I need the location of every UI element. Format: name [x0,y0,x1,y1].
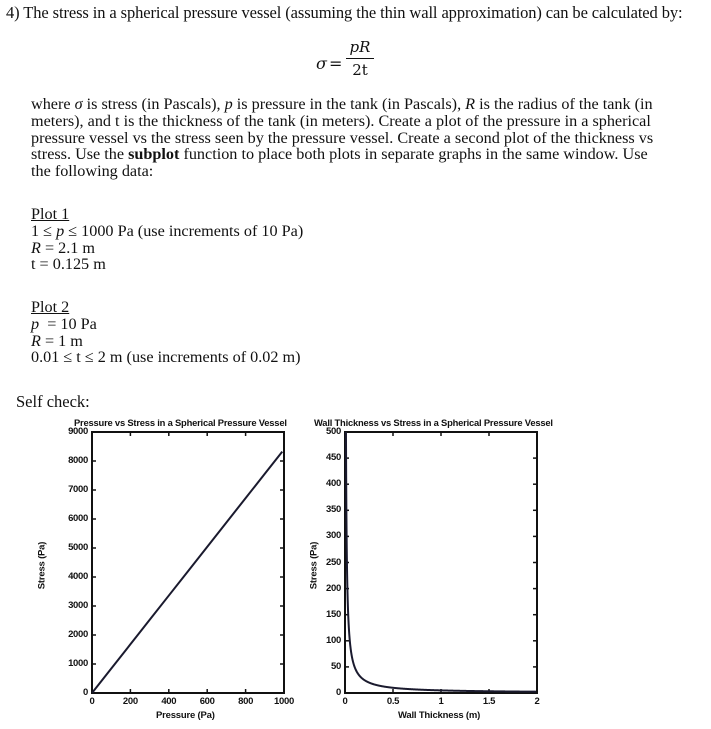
chart2-y-label: Stress (Pa) [308,541,320,590]
para-p: p [224,95,233,113]
para-subplot-keyword: subplot [128,145,180,164]
var-R: R [31,331,41,350]
text: = 1 m [40,331,83,350]
x-tick-label: 0 [89,696,95,707]
y-tick-label: 1000 [68,658,88,669]
plot2-heading: Plot 2 [31,298,70,316]
instructions-paragraph [31,96,671,180]
formula-sigma: σ [316,54,327,73]
x-tick-label: 0.5 [386,696,400,707]
text: = 2.1 m [40,238,95,257]
plot1-heading: Plot 1 [31,205,70,223]
plot1-spec [31,206,303,273]
y-tick-label: 5000 [68,542,88,553]
formula-fraction [346,38,374,79]
y-tick-label: 200 [326,582,341,594]
y-tick-label: 350 [326,504,341,516]
text: ≤ 1000 Pa (use increments of 10 Pa) [64,221,304,240]
y-tick-label: 8000 [68,455,88,466]
para-text: where [31,95,75,113]
chart1-y-label: Stress (Pa) [36,541,48,590]
text: = 10 Pa [39,314,97,333]
chart2-title: Wall Thickness vs Stress in a Spherical Pressure Vessel [314,417,553,428]
chart1-line-series [92,432,284,693]
y-tick-label: 300 [326,530,341,542]
y-tick-label: 150 [326,608,341,620]
chart2-line-series [345,432,537,693]
y-tick-label: 7000 [68,484,88,495]
chart2-x-label: Wall Thickness (m) [398,710,481,721]
y-tick-label: 4000 [68,571,88,582]
y-tick-label: 500 [326,426,341,437]
plot2-thickness-range: 0.01 ≤ t ≤ 2 m (use increments of 0.02 m) [31,348,301,367]
y-tick-label: 9000 [68,426,88,437]
plot2-spec [31,299,301,366]
y-tick-label: 100 [326,634,341,646]
formula-numerator: pR [349,38,371,56]
x-tick-label: 0 [342,696,348,707]
plot1-pressure-range [31,223,303,240]
x-tick-label: 200 [122,696,138,707]
var-R: R [31,238,41,257]
para-sigma: σ [74,95,83,113]
self-check-label: Self check: [16,392,90,411]
formula-equals: = [329,54,343,73]
y-tick-label: 450 [326,452,341,464]
y-tick-label: 50 [331,660,341,672]
y-tick-label: 3000 [68,600,88,611]
text: 1 ≤ [31,221,57,240]
x-tick-label: 600 [199,696,215,707]
plot1-radius [31,240,303,257]
x-tick-label: 2 [534,696,540,707]
para-text: function to place both plots in separate graphs in the same window. Use the following data: [31,145,648,181]
y-tick-label: 2000 [68,629,88,640]
question-title: 4) The stress in a spherical pressure vessel (assuming the thin wall approximation) can be calculated by: [6,3,683,22]
x-tick-label: 1.5 [482,696,496,707]
y-tick-label: 250 [326,556,341,568]
y-tick-label: 0 [336,687,341,698]
plot2-radius [31,333,301,350]
para-R: R [465,95,476,113]
x-tick-label: 800 [238,696,254,707]
data-line [92,452,282,693]
x-tick-label: 1000 [274,696,294,707]
plot1-thickness: t = 0.125 m [31,255,106,274]
chart1-title: Pressure vs Stress in a Spherical Pressure Vessel [74,417,287,428]
para-text: is pressure in the tank (in Pascals), [232,95,466,113]
para-text: is the radius of the tank (in meters), and t is the thickness of the tank (in meters). Create a plot of the pressure in a spherical pressure vessel vs the stress seen by the pressure vessel. Create a second plot of the thickness vs stress. Use the [31,95,654,164]
fraction-bar [346,58,374,59]
y-tick-label: 6000 [68,513,88,524]
x-tick-label: 400 [161,696,177,707]
y-tick-label: 0 [83,687,88,698]
x-tick-label: 1 [438,696,444,707]
var-p: p [31,314,40,333]
data-line [346,432,536,692]
var-p: p [56,221,65,240]
y-tick-label: 400 [326,478,341,490]
para-text: is stress (in Pascals), [82,95,225,113]
plot2-pressure [31,316,301,333]
formula-denominator: 2t [352,61,368,79]
chart1-x-label: Pressure (Pa) [156,710,215,721]
